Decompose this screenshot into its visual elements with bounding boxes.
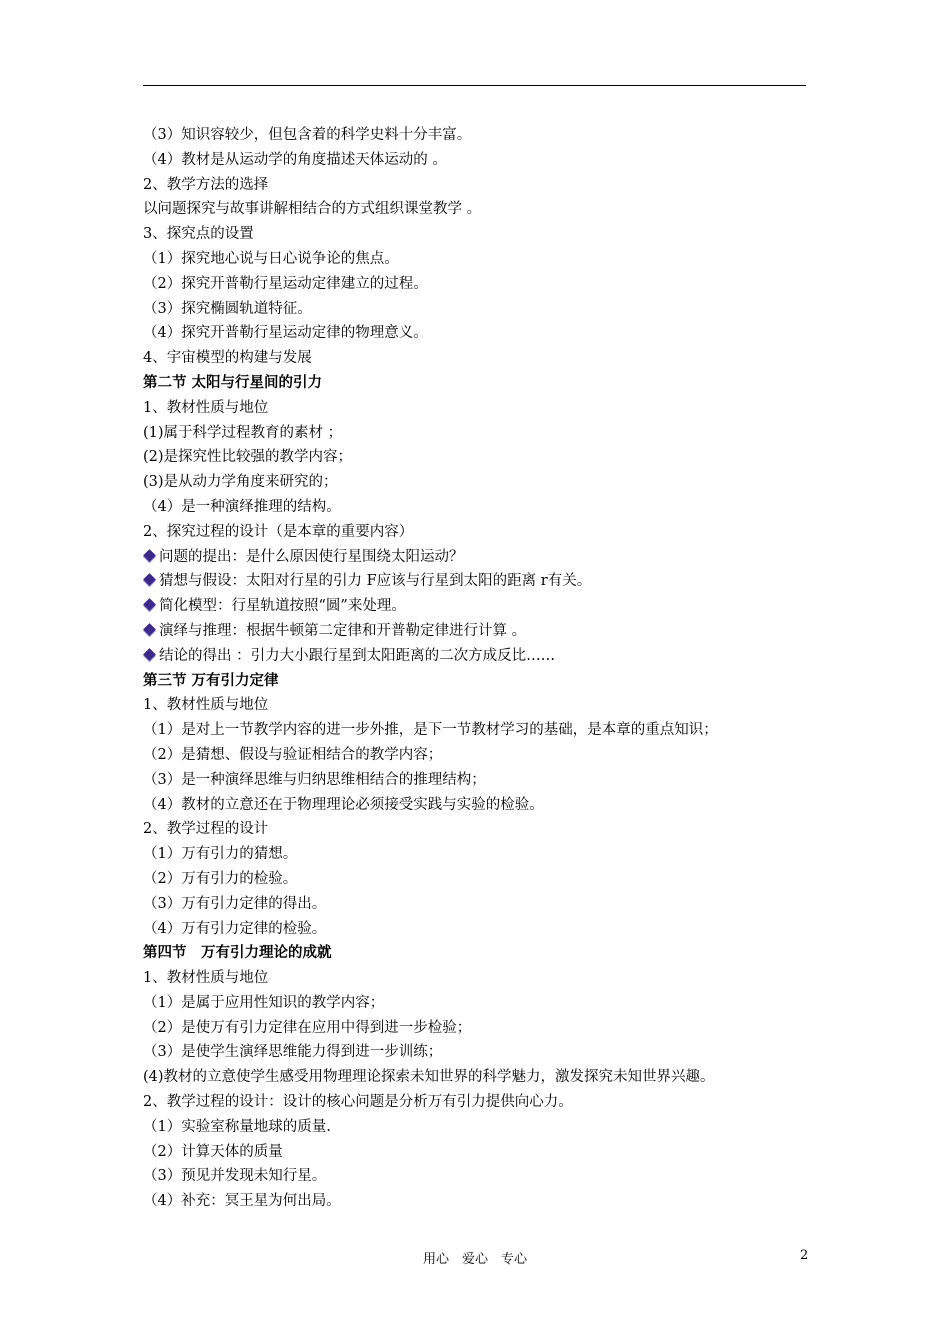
text-line: [143, 495, 813, 520]
line-text: （1）是对上一节教学内容的进一步外推，是下一节教材学习的基础，是本章的重点知识；: [143, 722, 718, 739]
text-line: [143, 396, 813, 421]
text-line: [143, 222, 813, 247]
bullet-item: [143, 594, 813, 619]
line-text: （4）补充：冥王星为何出局。: [143, 1193, 341, 1210]
text-line: [143, 1115, 813, 1140]
text-line: [143, 917, 813, 942]
diamond-bullet-icon: [143, 623, 157, 637]
text-line: [143, 297, 813, 322]
line-text: （4）是一种演绎推理的结构。: [143, 498, 341, 515]
bullet-item: [143, 644, 813, 669]
section-heading: [143, 669, 813, 694]
line-text: 简化模型：行星轨道按照“圆”来处理。: [159, 598, 406, 615]
document-body: [143, 123, 813, 1214]
text-line: [143, 718, 813, 743]
text-line: [143, 867, 813, 892]
line-text: （3）知识容较少，但包含着的科学史料十分丰富。: [143, 127, 472, 143]
text-line: [143, 421, 813, 446]
line-text: （2）探究开普勒行星运动定律建立的过程。: [143, 275, 428, 292]
line-text: 2、探究过程的设计（是本章的重要内容）: [143, 523, 414, 540]
line-text: 以问题探究与故事讲解相结合的方式组织课堂教学 。: [143, 201, 482, 218]
line-text: 1、教材性质与地位: [143, 970, 269, 987]
text-line: [143, 693, 813, 718]
text-line: [143, 743, 813, 768]
text-line: [143, 1065, 813, 1090]
line-text: （4）教材是从运动学的角度描述天体运动的 。: [143, 151, 447, 168]
line-text: 问题的提出：是什么原因使行星围绕太阳运动？: [159, 548, 464, 565]
bullet-item: [143, 545, 813, 570]
bullet-item: [143, 619, 813, 644]
text-line: [143, 1189, 813, 1214]
diamond-bullet-icon: [143, 648, 157, 662]
diamond-bullet-icon: [143, 598, 157, 612]
line-text: （1）是属于应用性知识的教学内容；: [143, 994, 385, 1011]
line-text: （2）计算天体的质量: [143, 1143, 283, 1160]
line-text: （3）探究椭圆轨道特征。: [143, 300, 312, 317]
text-line: [143, 470, 813, 495]
line-text: （2）万有引力的检验。: [143, 870, 298, 887]
text-line: [143, 1016, 813, 1041]
line-text: 2、教学方法的选择: [143, 176, 269, 193]
line-text: (1)属于科学过程教育的素材 ；: [143, 424, 343, 441]
line-text: 第二节 太阳与行星间的引力: [143, 373, 323, 391]
text-line: [143, 842, 813, 867]
section-heading: [143, 371, 813, 396]
text-line: [143, 793, 813, 818]
text-line: [143, 1140, 813, 1165]
bullet-item: [143, 569, 813, 594]
line-text: （3）万有引力定律的得出。: [143, 895, 327, 912]
line-text: （3）是一种演绎思维与归纳思维相结合的推理结构；: [143, 771, 486, 788]
text-line: [143, 768, 813, 793]
text-line: [143, 520, 813, 545]
text-line: [143, 817, 813, 842]
line-text: （1）实验室称量地球的质量.: [143, 1118, 331, 1135]
text-line: [143, 321, 813, 346]
line-text: 结论的得出 ：引力大小跟行星到太阳距离的二次方成反比……: [159, 647, 556, 664]
line-text: 演绎与推理：根据牛顿第二定律和开普勒定律进行计算 。: [159, 622, 527, 639]
text-line: [143, 173, 813, 198]
text-line: [143, 1164, 813, 1189]
line-text: （1）探究地心说与日心说争论的焦点。: [143, 250, 399, 267]
diamond-bullet-icon: [143, 549, 157, 563]
line-text: 第四节 万有引力理论的成就: [143, 944, 332, 962]
footer-slogan: 用心 爱心 专心: [422, 1252, 527, 1267]
text-line: [143, 1090, 813, 1115]
text-line: [143, 247, 813, 272]
line-text: 第三节 万有引力定律: [143, 671, 279, 689]
line-text: （2）是猜想、假设与验证相结合的教学内容；: [143, 746, 443, 763]
text-line: [143, 123, 813, 148]
section-heading: [143, 941, 813, 966]
line-text: （4）万有引力定律的检验。: [143, 920, 327, 937]
line-text: 3、探究点的设置: [143, 226, 254, 243]
line-text: 猜想与假设：太阳对行星的引力 F应该与行星到太阳的距离 r有关。: [159, 573, 592, 590]
line-text: (2)是探究性比较强的教学内容；: [143, 449, 353, 466]
line-text: 4、宇宙模型的构建与发展: [143, 350, 312, 367]
line-text: （3）是使学生演绎思维能力得到进一步训练；: [143, 1044, 443, 1061]
text-line: [143, 892, 813, 917]
line-text: 2、教学过程的设计：设计的核心问题是分析万有引力提供向心力。: [143, 1094, 573, 1111]
line-text: （3）预见并发现未知行星。: [143, 1168, 327, 1185]
line-text: （4）教材的立意还在于物理理论必须接受实践与实验的检验。: [143, 796, 544, 813]
text-line: [143, 991, 813, 1016]
line-text: 1、教材性质与地位: [143, 399, 269, 416]
text-line: [143, 346, 813, 371]
header-rule: [143, 85, 806, 86]
text-line: [143, 148, 813, 173]
line-text: 2、教学过程的设计: [143, 821, 269, 838]
line-text: （2）是使万有引力定律在应用中得到进一步检验；: [143, 1019, 472, 1036]
line-text: （1）万有引力的猜想。: [143, 846, 298, 863]
diamond-bullet-icon: [143, 573, 157, 587]
text-line: [143, 272, 813, 297]
text-line: [143, 1040, 813, 1065]
line-text: 1、教材性质与地位: [143, 697, 269, 714]
line-text: (4)教材的立意使学生感受用物理理论探索未知世界的科学魅力，激发探究未知世界兴趣。: [143, 1069, 715, 1086]
line-text: （4）探究开普勒行星运动定律的物理意义。: [143, 325, 428, 342]
page-number: 2: [800, 1248, 809, 1263]
line-text: (3)是从动力学角度来研究的；: [143, 474, 338, 491]
text-line: [143, 197, 813, 222]
text-line: [143, 445, 813, 470]
text-line: [143, 966, 813, 991]
